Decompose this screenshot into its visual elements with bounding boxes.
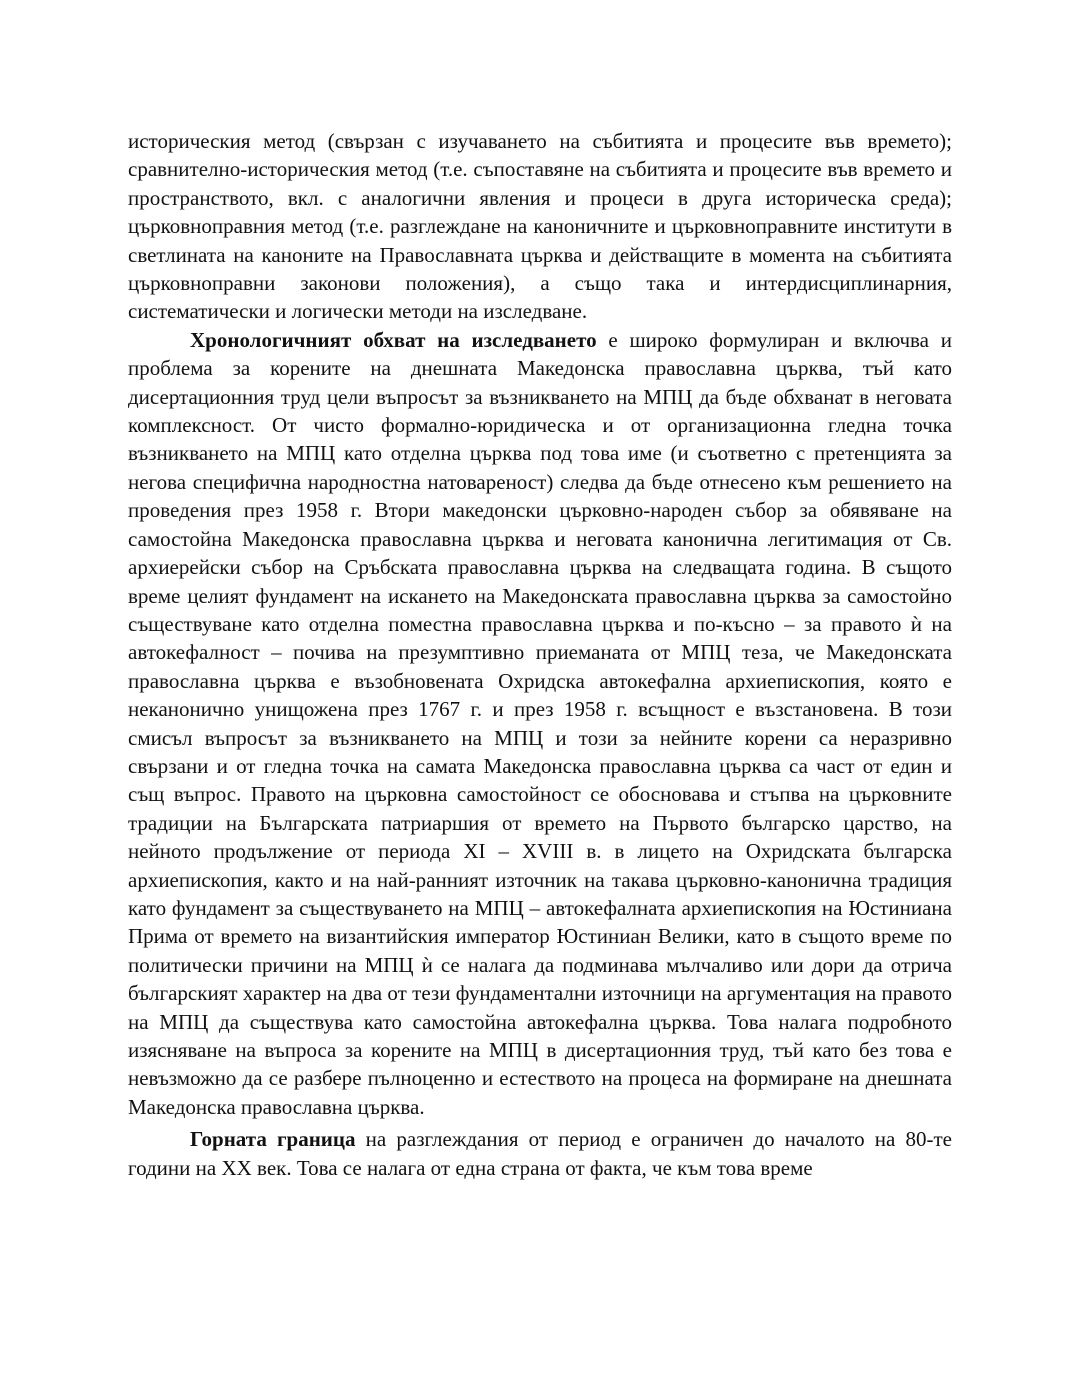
- paragraph-chronological-scope-text: е широко формулиран и включва и проблема за корените на днешната Македонска православна църква, тъй като дисертационния труд цели въпросът за възникването на МПЦ да бъде обхванат в неговата комплексност. От чисто формално-юридическа и от организационна гледна точка възникването на МПЦ като отделна църква под това име (и съответно с претенцията за негова специфична народностна натовареност) следва да бъде отнесено към решението на проведения през 1958 г. Втори македонски църковно-народен събор за обявяване на самостойна Македонска православна църква и неговата канонична легитимация от Св. архиерейски събор на Сръбската православна църква на следващата година. В същото време целият фундамент на искането на Македонската православна църква за самостойно съществуване като отделна поместна православна църква и по-късно – за правото ѝ на автокефалност – почива на презумптивно приеманата от МПЦ теза, че Македонската православна църква е възобновената Охридска автокефална архиепископия, която е неканонично унищожена през 1767 г. и през 1958 г. всъщност е възстановена. В този смисъл въпросът за възникването на МПЦ и този за нейните корени са неразривно свързани и от гледна точка на самата Македонска православна църква са част от един и същ въпрос. Правото на църковна самостойност се обосновава и стъпва на църковните традиции на Българската патриаршия от времето на Първото българско царство, на нейното продължение от периода XI – XVIII в. в лицето на Охридската българска архиепископия, както и на най-ранният източник на такава църковно-канонична традиция като фундамент за съществуването на МПЦ – автокефалната архиепископия на Юстиниана Прима от времето на византийския император Юстиниан Велики, като в същото време по политически причини на МПЦ ѝ се налага да подминава мълчаливо или дори да отрича българският характер на два от тези фундаментални източници на аргументация на правото на МПЦ да съществува като самостойна автокефална църква. Това налага подробното изясняване на въпроса за корените на МПЦ в дисертационния труд, тъй като без това е невъзможно да се разбере пълноценно и естеството на процеса на формиране на днешната Македонска православна църква.: [128, 327, 952, 1119]
- upper-limit-heading: Горната граница: [190, 1127, 356, 1152]
- paragraph-upper-limit: [128, 1125, 952, 1182]
- chronological-scope-heading: Хронологичният обхват на изследването: [190, 327, 597, 352]
- paragraph-methods: [128, 127, 952, 326]
- paragraph-upper-limit-text: на разглеждания от период е ограничен до началото на 80-те години на XX век. Това се налага от една страна от факта, че към това време: [128, 1127, 952, 1180]
- document-page: [128, 127, 952, 1182]
- paragraph-methods-text: историческия метод (свързан с изучаването на събитията и процесите във времето); сравнително-историческия метод (т.е. съпоставяне на събитията и процесите във времето и пространството, вкл. с аналогични явления и процеси в друга историческа среда); църковноправния метод (т.е. разглеждане на каноничните и църковноправните институти в светлината на каноните на Православната църква и действащите в момента на събитията църковноправни законови положения), а също така и интердисциплинарния, систематически и логически методи на изследване.: [128, 129, 952, 324]
- paragraph-chronological-scope: [128, 326, 952, 1121]
